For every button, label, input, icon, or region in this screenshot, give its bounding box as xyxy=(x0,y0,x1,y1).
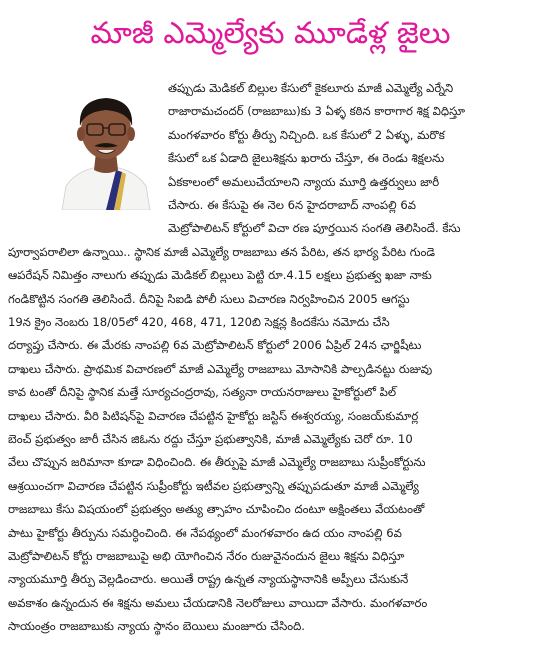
article-line: ఆపరేషన్ నిమిత్తం నాలుగు తప్పుడు మెడికల్ బిల్లులు పెట్టి రూ.4.15 లక్షలు ప్రభుత్వ ఖజా నాకు xyxy=(8,268,432,283)
article-line: రాజారామచందర్ (రాజబాబు)కు 3 ఏళ్ళ కఠిన కారాగార శిక్ష విధిస్తూ xyxy=(168,104,465,119)
article-line: దాఖలు చేసారు. ప్రాథమిక విచారణలో మాజీ ఎమ్మెల్యే రాజబాబు మోసానికి పాల్పడినట్టు రుజువు xyxy=(8,361,433,376)
article-line: ఆశ్రయించగా విచారణ చేపట్టిన సుప్రీంకోర్టు ఇటీవల ప్రభుత్వాన్ని తప్పుపడుతూ మాజీ ఎమ్మెల్యే xyxy=(8,478,419,493)
article-line: చేసారు. ఈ కేసుపై ఈ నెల 6న హైదరాబాద్ నాంపల్లి 6వ xyxy=(168,198,416,212)
article-line: మెట్రోపాలిటన్ కోర్టు రాజబాబుపై అభి యోగించిన నేరం రుజువైనందున జైలు శిక్షను విధిస్తూ xyxy=(8,549,405,563)
article-line: వేలు చొప్పున జరిమానా కూడా విధించింది. ఈ తీర్పుపై మాజీ ఎమ్మెల్యే రాజబాబు సుప్రీంకోర్టును xyxy=(8,455,426,470)
article-line: ఏకకాలంలో అమలుచేయాలని న్యాయ మూర్తి ఉత్తర్వులు జారీ xyxy=(168,174,440,189)
headline: మాజీ ఎమ్మెల్యేకు మూడేళ్ల జైలు xyxy=(90,16,451,51)
article-line: తప్పుడు మెడికల్ బిల్లుల కేసులో కైకలూరు మాజీ ఎమ్మెల్యే ఎర్నేని xyxy=(168,81,454,95)
article-line: దర్యాప్తు చేసారు. ఈ మేరకు నాంపల్లి 6వ మెట్రోపాలిటన్ కోర్టులో 2006 ఏప్రిల్ 24న ఛార్జిషీటు xyxy=(8,338,422,353)
article-line: సాయంత్రం రాజబాబుకు న్యాయ స్థానం బెయిలు మంజూరు చేసింది. xyxy=(8,619,305,634)
portrait-image xyxy=(56,82,156,210)
article-line: రాజబాబు కేసు విషయంలో ప్రభుత్వం అత్యు త్సాహం చూపించిం దంటూ అక్షింతలు వేయటంతో xyxy=(8,502,425,517)
article-line: మెట్రోపాలిటన్ కోర్టులో విచా రణ పూర్తయిన సంగతి తెలిసిందే. కేసు xyxy=(168,221,461,236)
article-line: అవకాశం ఉన్నందున ఈ శిక్షను అమలు చేయడానికి నెలరోజులు వాయిదా వేసారు. మంగళవారం xyxy=(8,595,428,610)
article-line: దాఖలు చేసారు. వీరి పిటిషన్‌పై విచారణ చేపట్టిన హైకోర్టు జస్టిస్ ఈశ్వరయ్య, సంజయ్‌కుమార్ల xyxy=(8,408,419,423)
article-line: 19న క్రైం నెంబరు 18/05లో 420, 468, 471, 120బి సెక్షన్ల కిందకేసు నమోదు చేసి xyxy=(8,315,390,329)
article-line: గండికొట్టిన సంగతి తెలిసిందే. దీనిపై సిఐడి పోలీ సులు విచారణ నిర్వహించిన 2005 ఆగస్టు xyxy=(8,291,410,306)
article-line: కేసులో ఒక ఏడాది జైలుశిక్షను ఖరారు చేస్తూ, ఈ రెండు శిక్షలను xyxy=(168,151,445,166)
article-line: న్యాయమూర్తి తీర్పు వెల్లడించారు. అయితే రాష్ట్ర ఉన్నత న్యాయస్థానానికి అప్పీలు చేసుకునే xyxy=(8,572,409,587)
portrait-photo xyxy=(56,82,156,210)
article-line: పూర్వాపరాలిలా ఉన్నాయి.. స్థానిక మాజీ ఎమ్మెల్యే రాజబాబు తన పేరిట, తన భార్య పేరిట గుండె xyxy=(8,244,435,259)
article-line: కావ టంతో దీనిపై స్థానిక మత్తే సూర్యచంద్రరావు, సత్యనా రాయనరాజులు హైకోర్టులో పిల్ xyxy=(8,385,397,400)
article-line: బెంచ్ ప్రభుత్వం జారీ చేసిన జిఓను రద్దు చేస్తూ ప్రభుత్వానికి, మాజీ ఎమ్మెల్యేకు చెరో రూ. 10 xyxy=(8,432,413,446)
article-line: మంగళవారం కోర్టు తీర్పు నిచ్చింది. ఒక కేసులో 2 ఏళ్ళు, మరొక xyxy=(168,127,445,142)
article-line: పాటు హైకోర్టు తీర్పును సమర్ధించింది. ఈ నేపథ్యంలో మంగళవారం ఉద యం నాంపల్లి 6వ xyxy=(8,525,402,540)
